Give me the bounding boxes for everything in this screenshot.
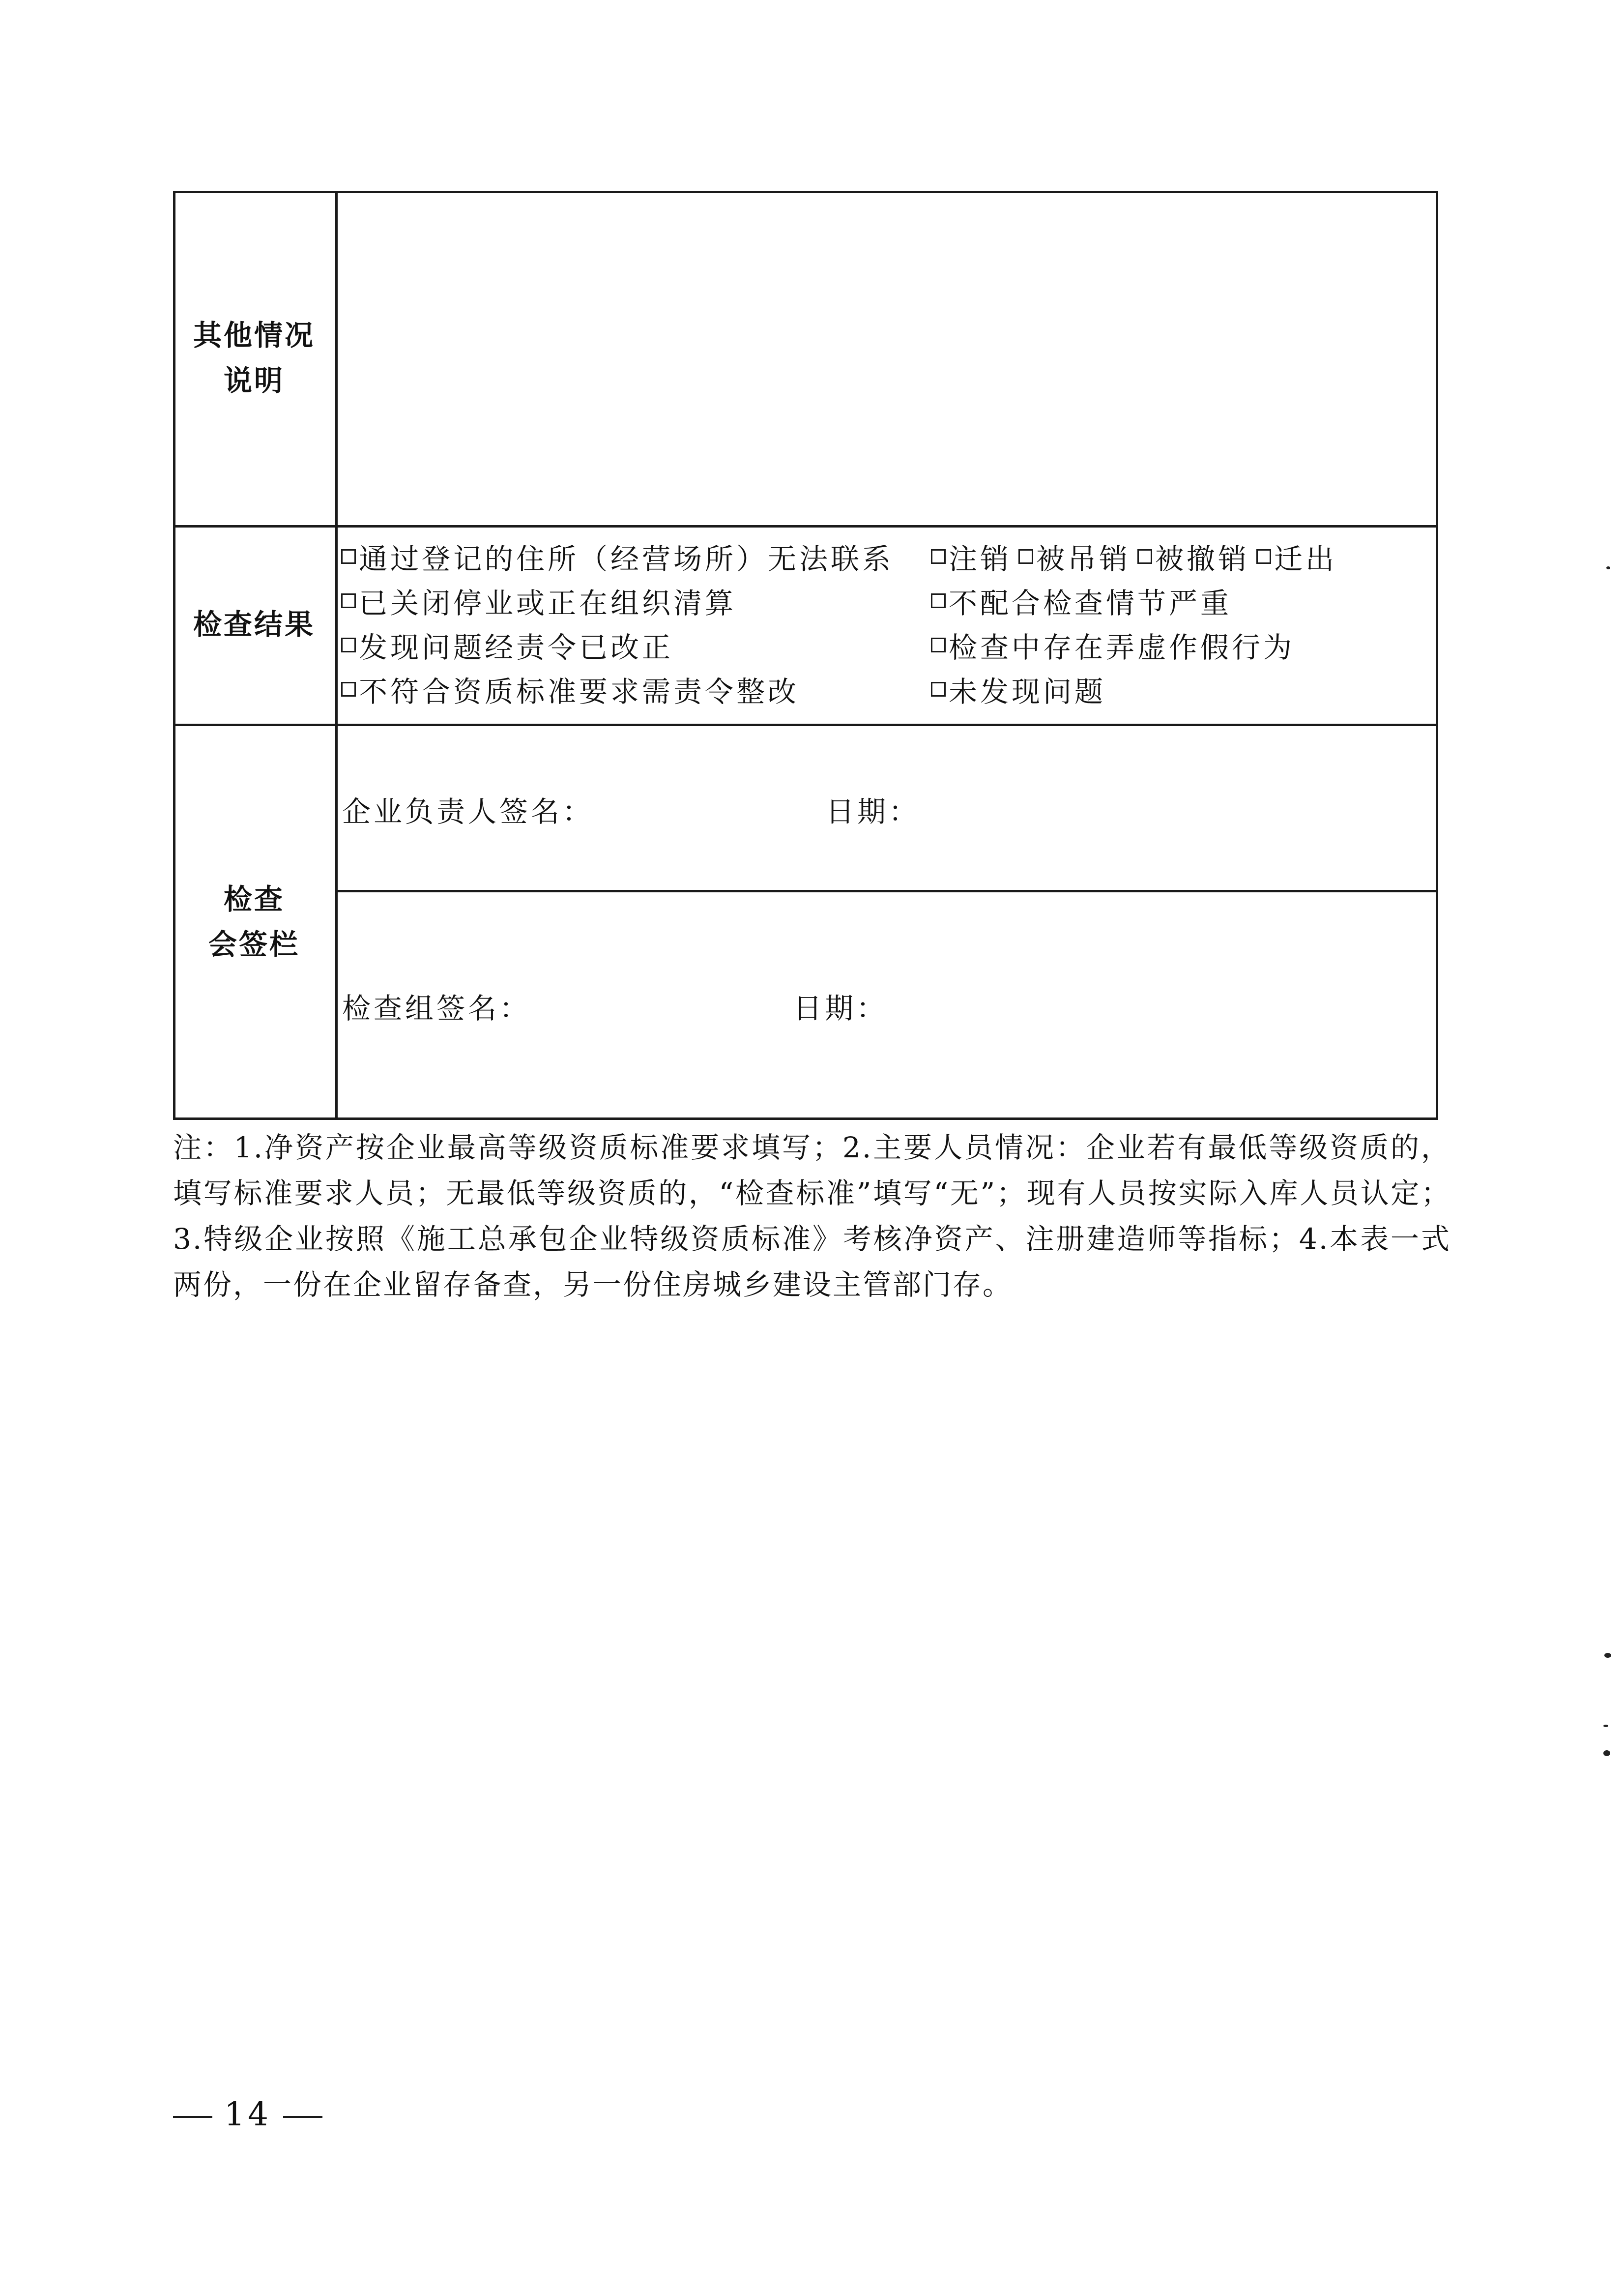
checkbox[interactable]: [341, 638, 356, 652]
dash-right: [283, 2116, 322, 2118]
inspection-table: [173, 191, 1438, 1120]
checkbox[interactable]: [1137, 549, 1152, 564]
option-label: 未发现问题: [949, 675, 1106, 708]
result-option-corrected[interactable]: [341, 624, 673, 666]
dash-left: [173, 2116, 212, 2118]
result-option-uncooperative[interactable]: [931, 580, 1232, 621]
inspector-date-label: 日期：: [793, 992, 888, 1025]
option-label: 注销: [949, 542, 1012, 576]
page-number: [173, 2095, 334, 2133]
option-label: 发现问题经责令已改正: [359, 631, 674, 664]
signature-label-line1: 检查: [223, 882, 285, 916]
page-number-text: 14: [224, 2095, 271, 2133]
result-option-revoked[interactable]: [1018, 536, 1131, 577]
result-option-withdrawn[interactable]: [1137, 536, 1249, 577]
other-notes-label-line2: 说明: [223, 364, 285, 397]
other-notes-field[interactable]: [343, 201, 1429, 515]
result-option-no-issue[interactable]: [931, 669, 1106, 710]
result-option-status-row: [931, 536, 1344, 577]
option-label: 通过登记的住所（经营场所）无法联系: [359, 542, 894, 576]
table-column-divider: [335, 191, 338, 1120]
inspector-signature-label: 检查组签名：: [342, 992, 531, 1025]
option-label: 迁出: [1274, 542, 1337, 576]
option-label: 检查中存在弄虚作假行为: [949, 631, 1295, 664]
other-notes-label: [173, 191, 335, 525]
checkbox[interactable]: [931, 549, 946, 564]
other-notes-label-line1: 其他情况: [193, 319, 315, 352]
result-option-unreachable-address[interactable]: [341, 536, 894, 577]
result-option-relocated[interactable]: [1256, 536, 1337, 577]
scan-speck: [1603, 1750, 1610, 1756]
result-label-text: 检查结果: [193, 608, 315, 641]
enterprise-date-label: 日期：: [826, 795, 921, 828]
scan-speck: [1604, 1653, 1611, 1658]
footnote: 注：1.净资产按企业最高等级资质标准要求填写；2.主要人员情况：企业若有最低等级资质的，填写标准要求人员；无最低等级资质的，“检查标准”填写“无”；现有人员按实际入库人员认定；3.特级企业按照《施工总承包企业特级资质标准》考核净资产、注册建造师等指标；4.本表一式两份，一份在企业留存备查，另一份住房城乡建设主管部门存。: [173, 1131, 1451, 1301]
option-label: 被吊销: [1036, 542, 1131, 576]
signature-label: [173, 724, 335, 1120]
option-label: 已关闭停业或正在组织清算: [359, 587, 737, 620]
result-option-cancelled[interactable]: [931, 536, 1012, 577]
enterprise-signature-label: 企业负责人签名：: [342, 795, 594, 828]
checkbox[interactable]: [341, 593, 356, 608]
checkbox[interactable]: [1256, 549, 1271, 564]
checkbox[interactable]: [931, 682, 946, 697]
result-label: [173, 525, 335, 724]
scan-speck: [1603, 1725, 1608, 1727]
table-row-divider: [173, 525, 1438, 528]
checkbox[interactable]: [341, 549, 356, 564]
checkbox[interactable]: [1018, 549, 1033, 564]
checkbox[interactable]: [931, 593, 946, 608]
checkbox[interactable]: [341, 682, 356, 697]
option-label: 不配合检查情节严重: [949, 587, 1232, 620]
table-row-divider: [173, 724, 1438, 726]
result-option-closed-liquidating[interactable]: [341, 580, 736, 621]
result-option-fraud[interactable]: [931, 624, 1295, 666]
signature-label-line2: 会签栏: [208, 928, 300, 961]
checkbox[interactable]: [931, 638, 946, 652]
option-label: 被撤销: [1155, 542, 1250, 576]
scan-speck: [1606, 566, 1610, 569]
result-option-needs-rectification[interactable]: [341, 669, 799, 710]
sign-row-divider: [336, 890, 1438, 892]
option-label: 不符合资质标准要求需责令整改: [359, 675, 800, 708]
